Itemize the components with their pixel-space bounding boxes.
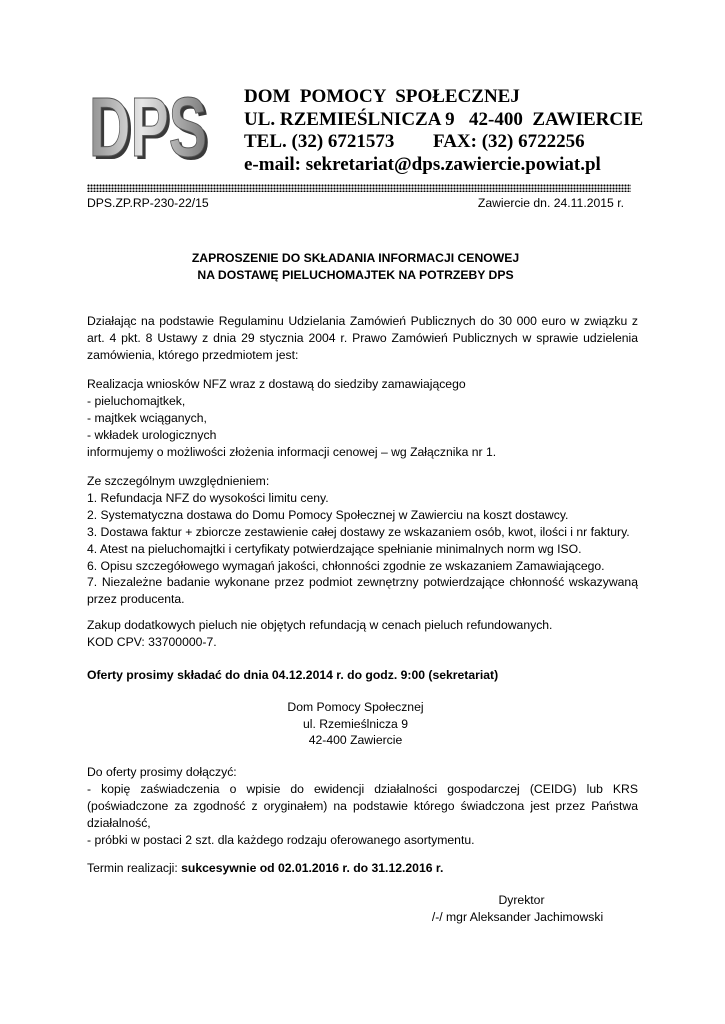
attachment-item: - próbki w postaci 2 szt. dla każdego rodzaju oferowanego asortymentu. bbox=[87, 832, 475, 847]
email: e-mail: sekretariat@dps.zawiercie.powiat.pl bbox=[244, 153, 601, 175]
address-line-2: ul. Rzemieślnicza 9 bbox=[303, 716, 408, 731]
logo-text: DPS bbox=[89, 82, 207, 162]
postal-city: 42-400 ZAWIERCIE bbox=[469, 108, 644, 130]
dps-logo bbox=[87, 82, 217, 162]
title-line-2: NA DOSTAWĘ PIELUCHOMAJTEK NA POTRZEBY DPS bbox=[197, 267, 514, 282]
condition-item: 6. Opisu szczegółowego wymagań jakości, chłonności zgodnie ze wskazaniem Zamawiającego. bbox=[87, 558, 605, 573]
signature-block bbox=[430, 892, 605, 925]
additional-line-1: Zakup dodatkowych pieluch nie objętych refundacją w cenach pieluch refundowanych. bbox=[87, 618, 553, 632]
intro-paragraph: Działając na podstawie Regulaminu Udzielania Zamówień Publicznych do 30 000 euro w związku z art. 4 pkt. 8 Ustawy z dnia 29 stycznia 2004 r. Prawo Zamówień Publicznych w sprawie udzielenia zamówienia, którego przedmiotem jest: bbox=[87, 314, 638, 362]
term-label: Termin realizacji: bbox=[87, 861, 182, 875]
address-block bbox=[87, 699, 624, 749]
title-line-1: ZAPROSZENIE DO SKŁADANIA INFORMACJI CENOWEJ bbox=[191, 251, 520, 265]
address-line-3: 42-400 Zawiercie bbox=[308, 733, 403, 747]
logo-shadow: DPS bbox=[92, 83, 210, 162]
conditions-section bbox=[87, 473, 638, 608]
scope-section bbox=[87, 376, 638, 461]
conditions-lead: Ze szczególnym uwzględnieniem: bbox=[87, 474, 270, 488]
street: UL. RZEMIEŚLNICZA 9 bbox=[244, 108, 455, 130]
reference-number: DPS.ZP.RP-230-22/15 bbox=[87, 196, 209, 210]
scope-item: - wkładek urologicznych bbox=[87, 427, 217, 442]
dotted-separator bbox=[87, 184, 631, 192]
address-row bbox=[244, 109, 643, 132]
offer-deadline: Oferty prosimy składać do dnia 04.12.2014 r. do godz. 9:00 (sekretariat) bbox=[87, 668, 499, 682]
condition-item: 2. Systematyczna dostawa do Domu Pomocy Społecznej w Zawierciu na koszt dostawcy. bbox=[87, 507, 569, 522]
document-title bbox=[87, 250, 624, 283]
place-date: Zawiercie dn. 24.11.2015 r. bbox=[477, 196, 624, 210]
scope-item: - majtkek wciąganych, bbox=[87, 410, 207, 425]
condition-item: 1. Refundacja NFZ do wysokości limitu ceny. bbox=[87, 490, 329, 505]
reference-line bbox=[87, 196, 624, 211]
letterhead bbox=[244, 86, 643, 176]
condition-item: 3. Dostawa faktur + zbiorcze zestawienie całej dostawy ze wskazaniem osób, kwot, ilości i nr faktury. bbox=[87, 524, 630, 539]
attachments-section bbox=[87, 764, 638, 849]
term-line bbox=[87, 860, 638, 877]
scope-closing: informujemy o możliwości złożenia informacji cenowej – wg Załącznika nr 1. bbox=[87, 444, 497, 459]
scope-lead: Realizacja wniosków NFZ wraz z dostawą do siedziby zamawiającego bbox=[87, 377, 466, 391]
condition-item: 7. Niezależne badanie wykonane przez podmiot zewnętrzny potwierdzające chłonność wskazywaną przez producenta. bbox=[87, 575, 638, 607]
address-line-1: Dom Pomocy Społecznej bbox=[287, 700, 424, 714]
scope-item: - pieluchomajtkek, bbox=[87, 393, 186, 408]
condition-item: 4. Atest na pieluchomajtki i certyfikaty potwierdzające spełnianie minimalnych norm wg ISO. bbox=[87, 541, 582, 556]
additional-section bbox=[87, 617, 638, 651]
fax: FAX: (32) 6722256 bbox=[433, 131, 585, 152]
signature-name: /-/ mgr Aleksander Jachimowski bbox=[431, 909, 604, 924]
cpv-code: KOD CPV: 33700000-7. bbox=[87, 634, 217, 649]
attachments-lead: Do oferty prosimy dołączyć: bbox=[87, 765, 237, 779]
signature-role: Dyrektor bbox=[498, 893, 545, 907]
attachment-item: - kopię zaświadczenia o wpisie do ewidencji działalności gospodarczej (CEIDG) lub KRS (poświadczone za zgodność z oryginałem) na podstawie którego świadczona jest przez Państwa działalność, bbox=[87, 781, 638, 830]
term-value: sukcesywnie od 02.01.2016 r. do 31.12.2016 r. bbox=[181, 861, 444, 875]
telephone: TEL. (32) 6721573 bbox=[244, 131, 395, 152]
phone-row bbox=[244, 131, 643, 154]
institution-name: DOM POMOCY SPOŁECZNEJ bbox=[244, 86, 520, 107]
